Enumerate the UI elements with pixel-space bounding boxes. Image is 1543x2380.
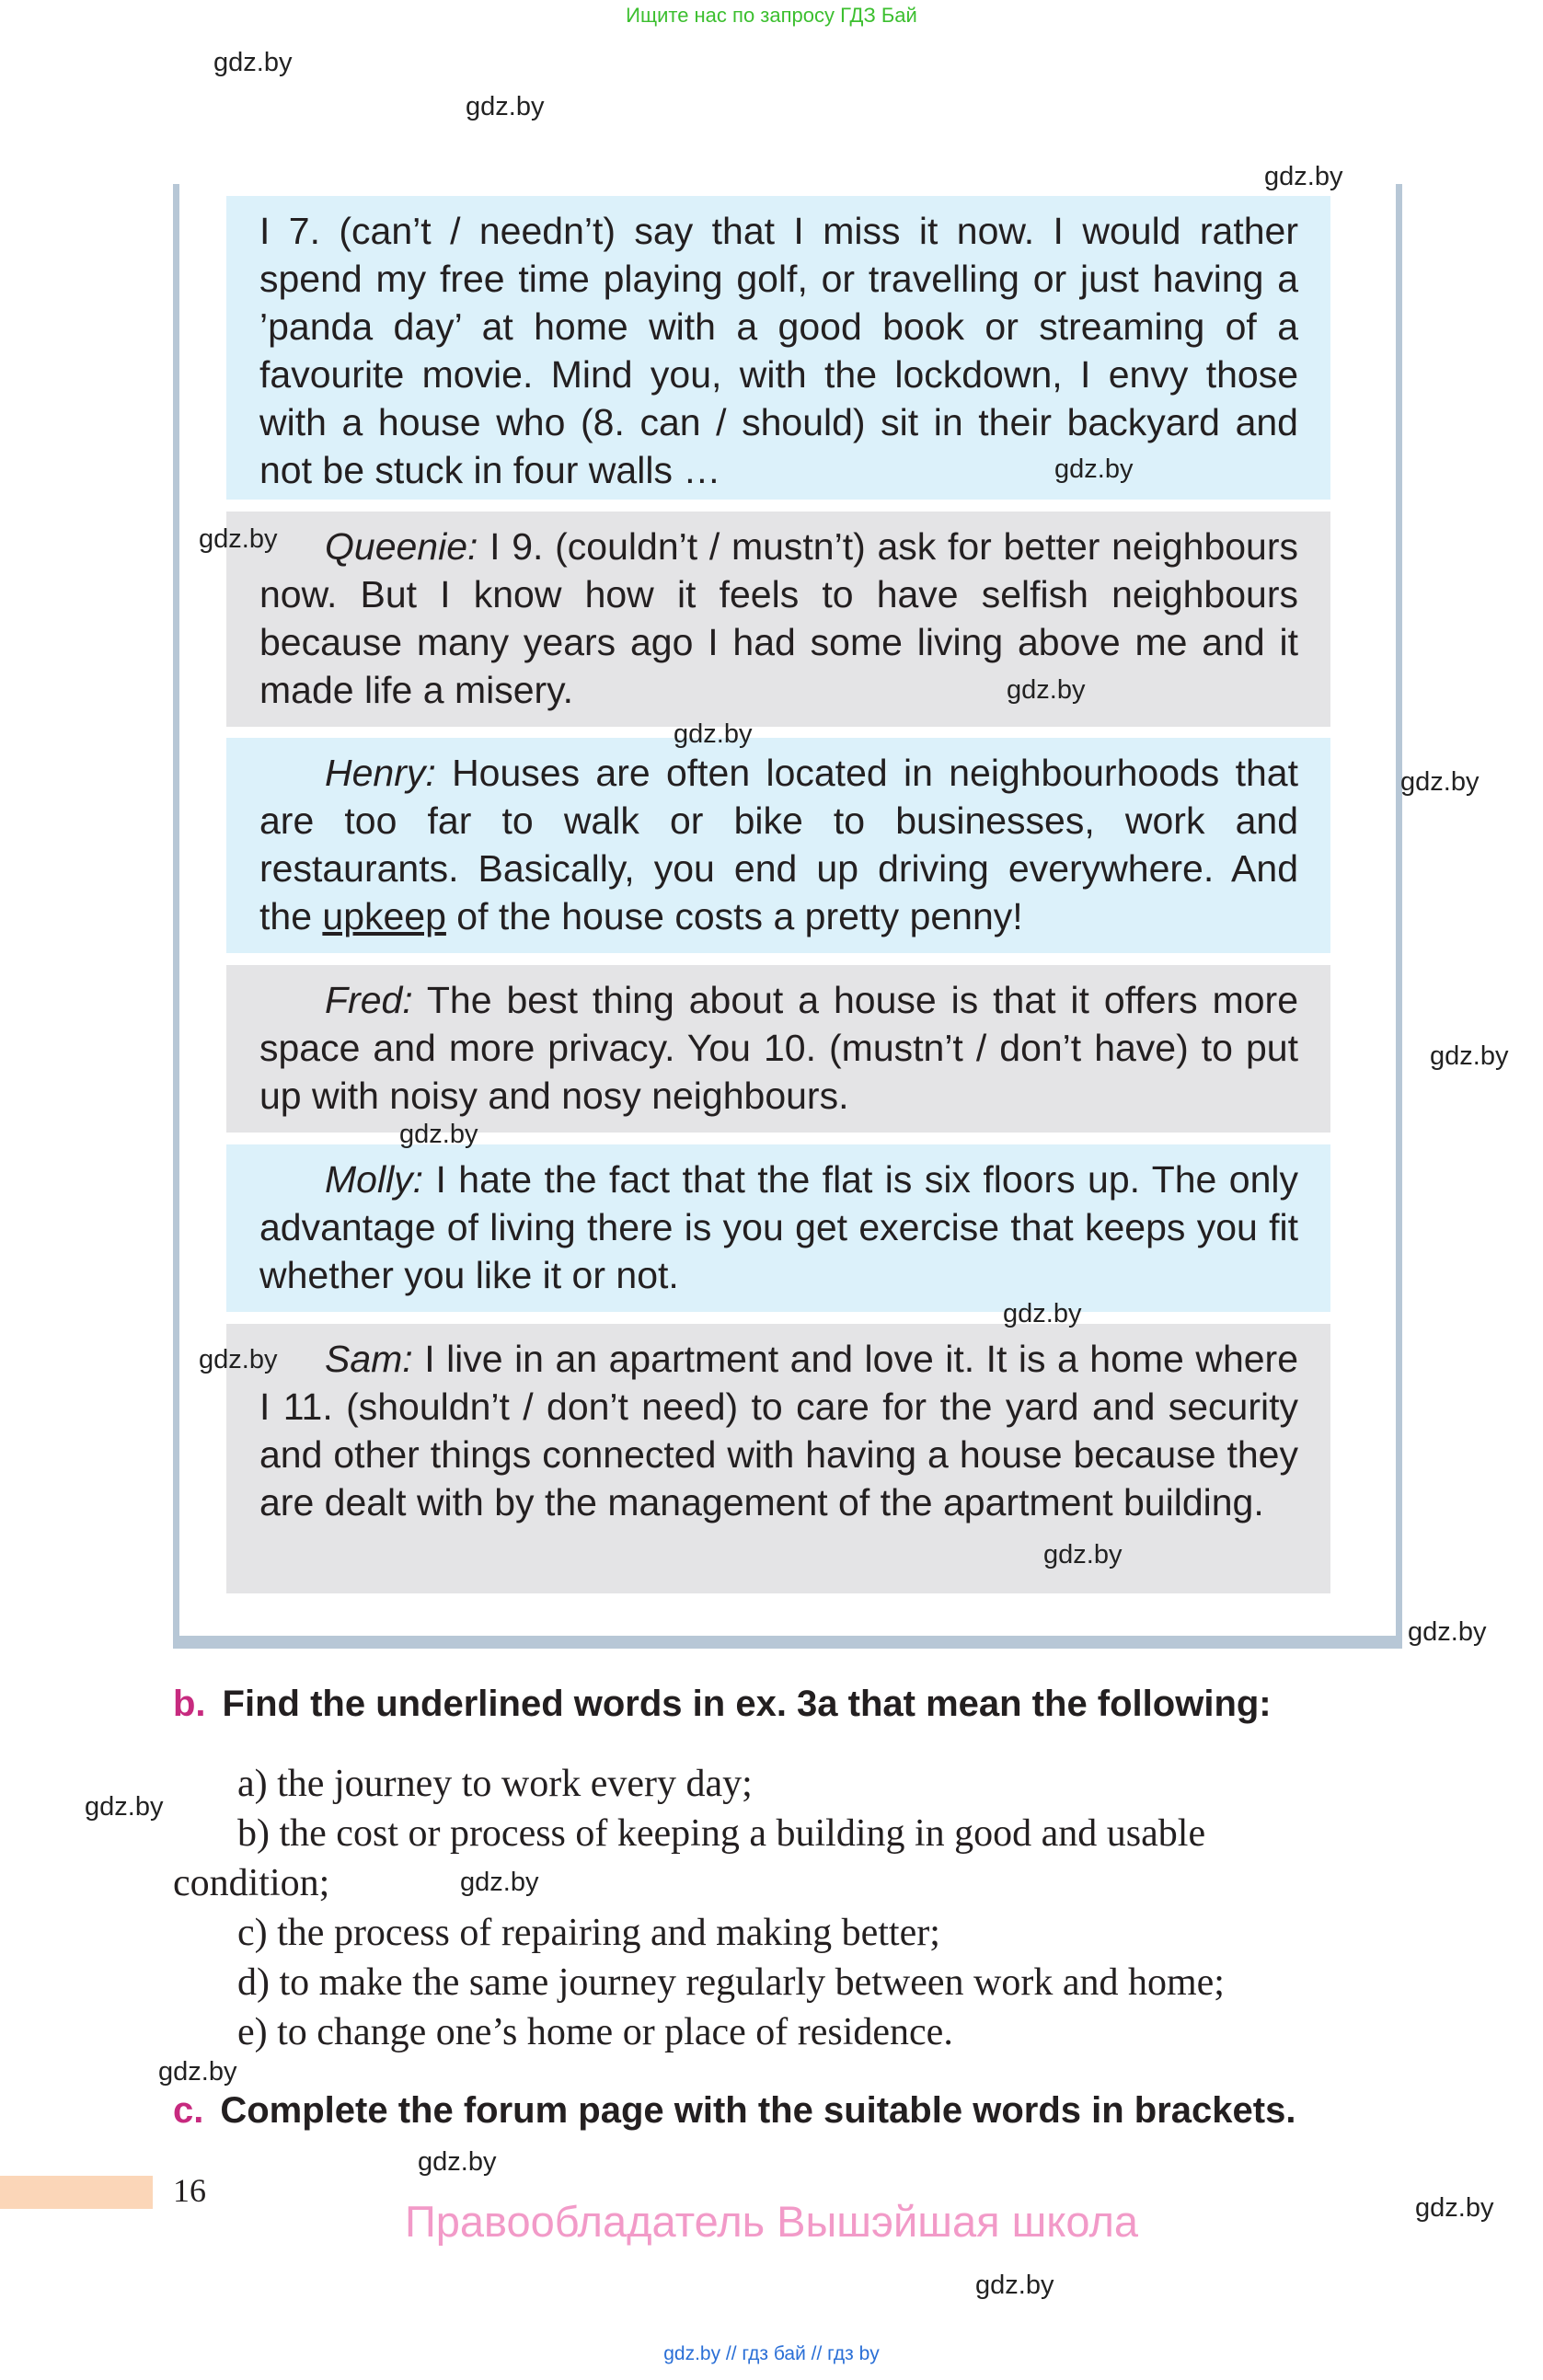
post-text: Houses are often located in neighbourhoods that are too far to walk or bike to businesses, work and restaurants. Basically, you end up driving everywhere. And the (259, 752, 1298, 937)
underlined-word: upkeep (322, 895, 446, 937)
top-note: Ищите нас по запросу ГДЗ Бай (626, 4, 917, 27)
forum-post-sam (226, 1324, 1330, 1593)
watermark: gdz.by (85, 1792, 164, 1822)
task-b (173, 1684, 1272, 1725)
forum-post-1 (226, 196, 1330, 500)
post-text: I live in an apartment and love it. It is a home where I 11. (shouldn’t / don’t need) to care for the yard and security and other things connected with having a house because they are dealt with by the management of the apartment building. (259, 1338, 1298, 1523)
speaker-name: Queenie: (325, 525, 478, 568)
watermark: gdz.by (199, 524, 278, 554)
watermark: gdz.by (1430, 1041, 1509, 1071)
watermark: gdz.by (1408, 1617, 1487, 1647)
task-letter: c. (173, 2090, 204, 2131)
watermark: gdz.by (466, 92, 545, 121)
definition-b: b) the cost or process of keeping a building in good and usable (237, 1812, 1206, 1855)
task-text: Complete the forum page with the suitable words in brackets. (220, 2090, 1296, 2131)
watermark: gdz.by (158, 2057, 237, 2087)
forum-post-queenie (226, 512, 1330, 727)
speaker-name: Fred: (325, 979, 413, 1021)
task-c (173, 2090, 1295, 2132)
post-text: I 7. (can’t / needn’t) say that I miss it now. I would rather spend my free time playing golf, or travelling or just having a ’panda day’ at home with a good book or streaming of a favourite movie. Mind you, with the lockdown, I envy those with a house who (8. can / should) sit in their backyard and not be stuck in four walls … (259, 210, 1298, 491)
post-text-end: of the house costs a pretty penny! (445, 895, 1023, 937)
task-letter: b. (173, 1684, 206, 1724)
speaker-name: Henry: (325, 752, 436, 794)
watermark: gdz.by (1415, 2193, 1494, 2223)
watermark: gdz.by (1003, 1299, 1082, 1328)
watermark: gdz.by (418, 2147, 497, 2177)
definition-d: d) to make the same journey regularly between work and home; (237, 1961, 1225, 2004)
forum-post-molly (226, 1144, 1330, 1312)
definition-c: c) the process of repairing and making better; (237, 1912, 940, 1954)
watermark: gdz.by (213, 48, 293, 77)
watermark: gdz.by (1264, 162, 1343, 191)
definition-e: e) to change one’s home or place of residence. (237, 2011, 953, 2053)
watermark: gdz.by (460, 1868, 539, 1897)
watermark: gdz.by (1054, 454, 1134, 484)
watermark: gdz.by (1007, 675, 1086, 705)
watermark: gdz.by (1400, 767, 1480, 797)
definition-a: a) the journey to work every day; (237, 1763, 753, 1805)
definition-b-continued: condition; (173, 1862, 330, 1904)
page-number: 16 (173, 2172, 206, 2209)
post-text: I hate the fact that the flat is six floors up. The only advantage of living there is you get exercise that keeps you fit whether you like it or not. (259, 1158, 1298, 1296)
copyright-owner: Правообладатель Вышэйшая школа (404, 2197, 1139, 2246)
forum-post-fred (226, 965, 1330, 1133)
post-text: I 9. (couldn’t / mustn’t) ask for better neighbours now. But I know how it feels to have selfish neighbours because many years ago I had some living above me and it made life a misery. (259, 525, 1298, 711)
watermark: gdz.by (199, 1345, 278, 1374)
speaker-name: Molly: (325, 1158, 424, 1201)
speaker-name: Sam: (325, 1338, 413, 1380)
watermark: gdz.by (399, 1120, 478, 1149)
watermark: gdz.by (975, 2271, 1054, 2300)
footer-links: gdz.by // гдз бай // гдз by (663, 2343, 880, 2364)
watermark: gdz.by (674, 719, 753, 749)
post-text: The best thing about a house is that it offers more space and more privacy. You 10. (mustn’t / don’t have) to put up with noisy and nosy neighbours. (259, 979, 1298, 1117)
task-text: Find the underlined words in ex. 3a that mean the following: (222, 1684, 1272, 1724)
watermark: gdz.by (1043, 1540, 1123, 1569)
forum-post-henry (226, 738, 1330, 953)
